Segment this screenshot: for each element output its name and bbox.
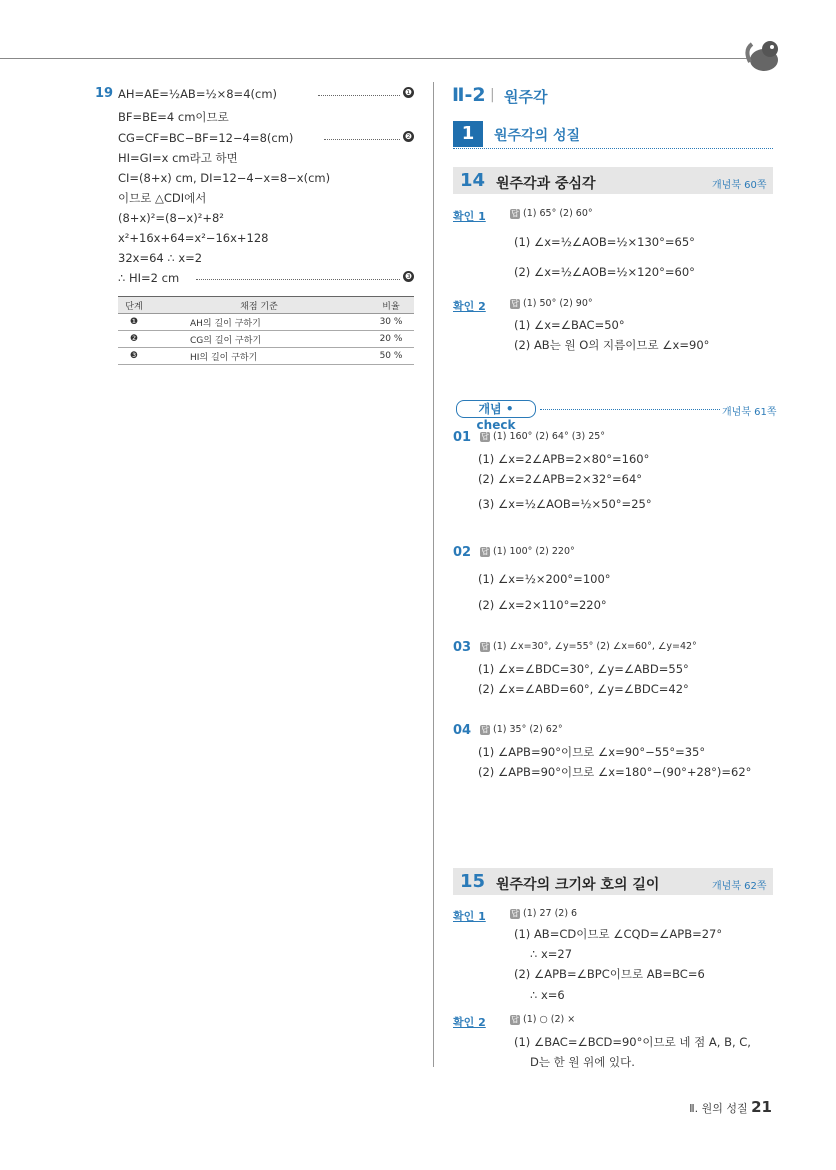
footer-chapter: Ⅱ. 원의 성질 xyxy=(689,1102,748,1115)
line-9: 32x=64 ∴ x=2 xyxy=(118,251,203,265)
table-cell: CG의 길이 구하기 xyxy=(150,331,368,348)
table-header: 채점 기준 xyxy=(150,297,368,314)
answer-text: (1) 160° (2) 64° (3) 25° xyxy=(493,431,606,442)
answer-line xyxy=(480,639,697,655)
answer-icon: 답 xyxy=(511,908,519,918)
section-title: 원주각과 중심각 xyxy=(496,176,596,192)
answer-text: (1) 100° (2) 220° xyxy=(493,546,575,557)
answer-icon: 답 xyxy=(511,208,519,218)
answer-icon: 답 xyxy=(481,724,489,734)
answer-text: (1) 35° (2) 62° xyxy=(493,724,563,735)
solution-line: ∴ x=27 xyxy=(530,947,573,961)
solution-line: (1) ∠x=½×200°=100° xyxy=(478,572,611,586)
solution-line: (2) ∠x=∠ABD=60°, ∠y=∠BDC=42° xyxy=(478,682,689,696)
page-number: 21 xyxy=(751,1098,772,1116)
line-3: CG=CF=BC−BF=12−4=8(cm) xyxy=(118,131,294,145)
line-1: AH=AE=½AB=½×8=4(cm) xyxy=(118,87,278,101)
answer-text: (1) 50° (2) 90° xyxy=(523,298,593,309)
line-10: ∴ HI=2 cm xyxy=(118,271,180,285)
dot-leader xyxy=(324,139,400,140)
question-number: 02 xyxy=(453,545,472,560)
solution-line: D는 한 원 위에 있다. xyxy=(530,1055,635,1069)
table-cell: 50 % xyxy=(368,348,414,365)
concept-check-badge: 개념 • check xyxy=(456,400,536,418)
answer-text: (1) 65° (2) 60° xyxy=(523,208,593,219)
answer-line xyxy=(510,296,593,312)
concept-book-ref: 개념북 61쪽 xyxy=(722,407,777,418)
answer-text: (1) ∠x=30°, ∠y=55° (2) ∠x=60°, ∠y=42° xyxy=(493,641,697,652)
answer-line xyxy=(510,1012,575,1028)
section-number: 14 xyxy=(460,170,486,191)
mascot-icon xyxy=(744,36,784,76)
section-number: 15 xyxy=(460,871,486,892)
solution-line: (2) ∠x=2∠APB=2×32°=64° xyxy=(478,472,643,486)
solution-line: (2) ∠APB=∠BPC이므로 AB=BC=6 xyxy=(514,967,705,981)
answer-line xyxy=(510,206,593,222)
chapter-number: Ⅱ-2 xyxy=(452,84,486,106)
answer-icon: 답 xyxy=(481,546,489,556)
solution-line: (2) ∠x=½∠AOB=½×120°=60° xyxy=(514,265,695,279)
check-tag: 확인 1 xyxy=(453,910,486,923)
answer-text: (1) 27 (2) 6 xyxy=(523,908,578,919)
solution-line: (3) ∠x=½∠AOB=½×50°=25° xyxy=(478,497,652,511)
answer-icon: 답 xyxy=(511,298,519,308)
solution-line: (1) ∠x=∠BDC=30°, ∠y=∠ABD=55° xyxy=(478,662,689,676)
top-rule xyxy=(0,58,760,59)
table-cell: 30 % xyxy=(368,314,414,331)
solution-line: ∴ x=6 xyxy=(530,988,565,1002)
table-row xyxy=(118,348,414,365)
solution-line: (2) ∠APB=90°이므로 ∠x=180°−(90°+28°)=62° xyxy=(478,765,752,779)
chapter-separator: | xyxy=(490,87,495,103)
check-tag: 확인 2 xyxy=(453,300,486,313)
answer-line xyxy=(510,906,577,922)
check-tag: 확인 1 xyxy=(453,210,486,223)
table-row xyxy=(118,314,414,331)
line-8: x²+16x+64=x²−16x+128 xyxy=(118,231,269,245)
table-row xyxy=(118,331,414,348)
table-cell: ❶ xyxy=(118,314,150,331)
question-number: 03 xyxy=(453,640,472,655)
solution-line: (1) ∠APB=90°이므로 ∠x=90°−55°=35° xyxy=(478,745,706,759)
unit-number: 1 xyxy=(453,121,483,147)
line-6: 이므로 △CDI에서 xyxy=(118,191,207,205)
table-cell: ❷ xyxy=(118,331,150,348)
step-marker-2: ❷ xyxy=(404,132,413,141)
solution-line: (2) ∠x=2×110°=220° xyxy=(478,598,607,612)
section-title: 원주각의 크기와 호의 길이 xyxy=(496,877,660,893)
line-5: CI=(8+x) cm, DI=12−4−x=8−x(cm) xyxy=(118,171,331,185)
solution-line: (1) ∠x=∠BAC=50° xyxy=(514,318,625,332)
dot-leader xyxy=(196,279,400,280)
solution-line: (1) ∠BAC=∠BCD=90°이므로 네 점 A, B, C, xyxy=(514,1035,751,1049)
line-2: BF=BE=4 cm이므로 xyxy=(118,110,229,124)
answer-text: (1) ○ (2) × xyxy=(523,1014,576,1025)
table-cell: AH의 길이 구하기 xyxy=(150,314,368,331)
table-cell: HI의 길이 구하기 xyxy=(150,348,368,365)
answer-line xyxy=(480,544,575,560)
step-marker-1: ❶ xyxy=(404,88,413,97)
solution-line: (1) ∠x=2∠APB=2×80°=160° xyxy=(478,452,650,466)
concept-book-ref: 개념북 62쪽 xyxy=(712,881,767,892)
table-header: 비율 xyxy=(368,297,414,314)
table-cell: 20 % xyxy=(368,331,414,348)
answer-icon: 답 xyxy=(481,641,489,651)
check-tag: 확인 2 xyxy=(453,1016,486,1029)
scoring-table xyxy=(118,296,414,365)
problem-number: 19 xyxy=(95,86,114,101)
question-number: 01 xyxy=(453,430,472,445)
solution-line: (1) ∠x=½∠AOB=½×130°=65° xyxy=(514,235,695,249)
line-7: (8+x)²=(8−x)²+8² xyxy=(118,211,224,225)
page-footer xyxy=(689,1098,772,1116)
unit-title: 원주각의 성질 xyxy=(494,128,581,144)
column-divider xyxy=(433,82,434,1067)
solution-line: (1) AB=CD이므로 ∠CQD=∠APB=27° xyxy=(514,927,723,941)
dot-leader xyxy=(318,95,400,96)
concept-book-ref: 개념북 60쪽 xyxy=(712,180,767,191)
table-cell: ❸ xyxy=(118,348,150,365)
question-number: 04 xyxy=(453,723,472,738)
line-4: HI=GI=x cm라고 하면 xyxy=(118,151,238,165)
answer-line xyxy=(480,429,605,445)
answer-line xyxy=(480,722,563,738)
step-marker-3: ❸ xyxy=(404,272,413,281)
answer-icon: 답 xyxy=(481,431,489,441)
table-header: 단계 xyxy=(118,297,150,314)
solution-line: (2) AB는 원 O의 지름이므로 ∠x=90° xyxy=(514,338,710,352)
dot-leader xyxy=(540,409,720,410)
unit-underline xyxy=(453,148,773,149)
chapter-title: 원주각 xyxy=(504,88,548,106)
answer-icon: 답 xyxy=(511,1014,519,1024)
